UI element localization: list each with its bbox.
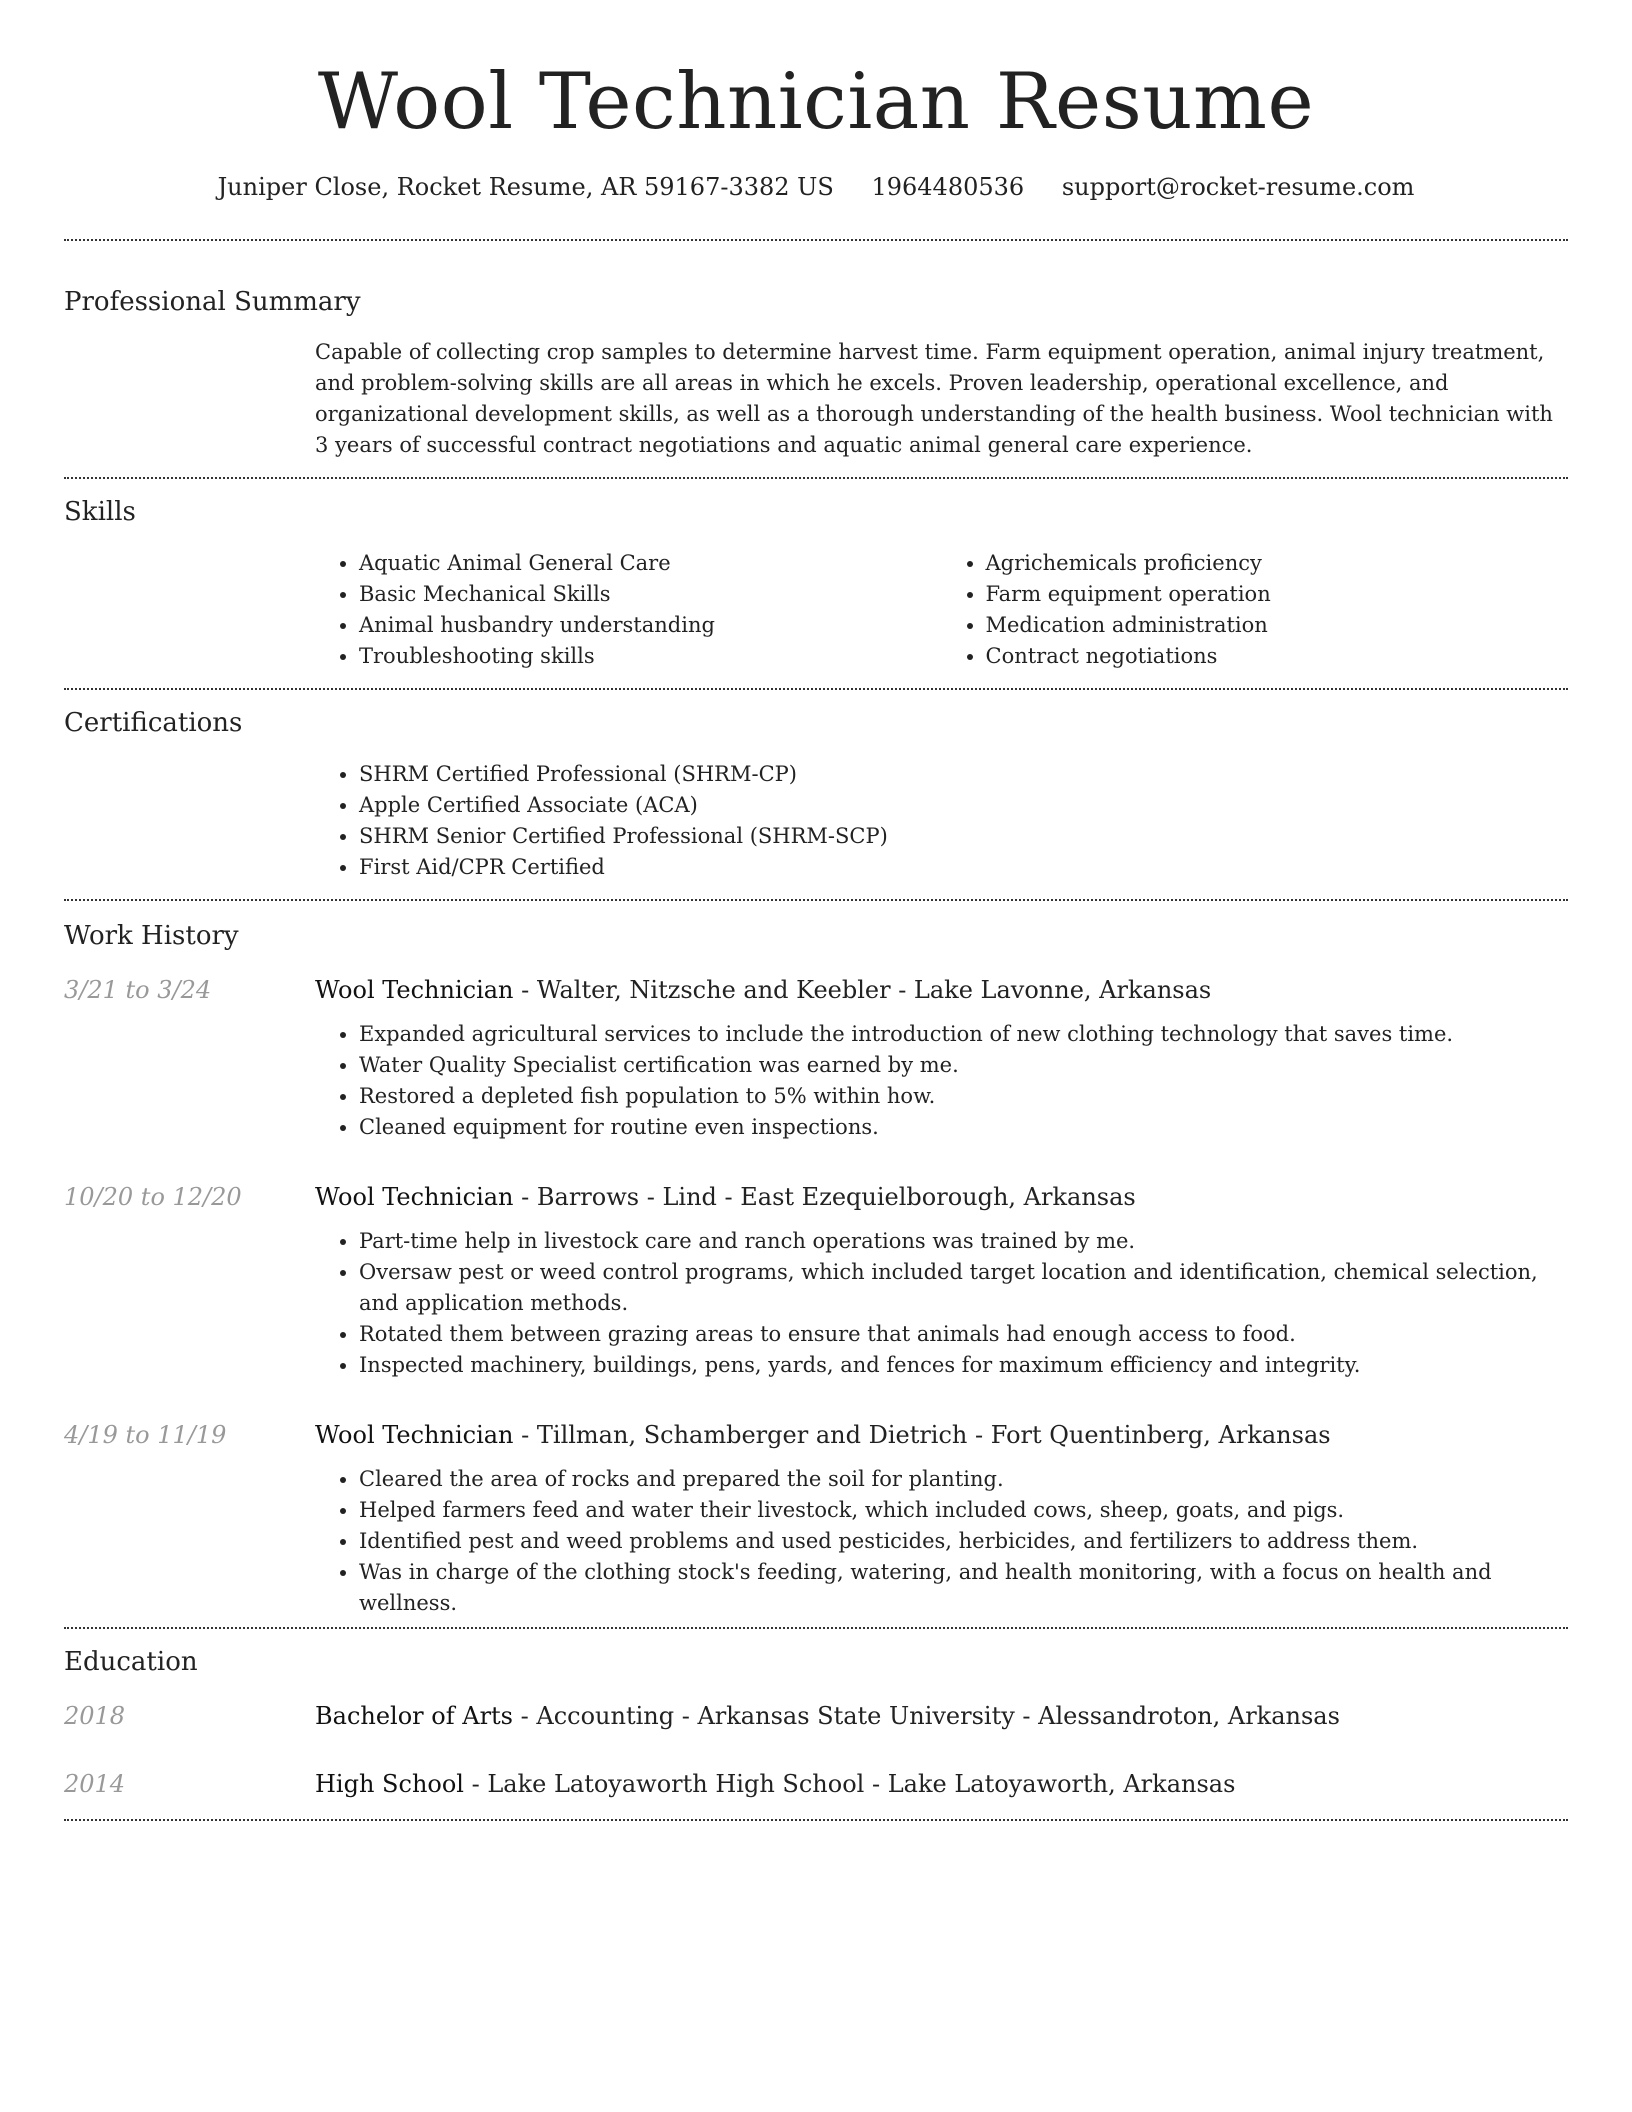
education-entry	[64, 1699, 1568, 1733]
education-heading	[315, 1699, 1568, 1733]
certification-item: • SHRM Senior Certified Professional (SHRM-SCP)	[359, 821, 1568, 852]
certification-item: • SHRM Certified Professional (SHRM-CP)	[359, 759, 1568, 790]
job-details: - Tillman, Schamberger and Dietrich - Fort Quentinberg, Arkansas	[513, 1421, 1331, 1449]
skills-columns	[315, 548, 1568, 672]
job-heading	[315, 1418, 1568, 1452]
section-title-work-history: Work History	[64, 921, 239, 951]
job-entry	[64, 973, 1568, 1143]
job-entry	[64, 1418, 1568, 1619]
education-heading	[315, 1767, 1568, 1801]
section-title-summary: Professional Summary	[64, 287, 361, 317]
job-bullet: • Restored a depleted fish population to 5% within how.	[359, 1081, 1568, 1112]
resume-title: Wool Technician Resume	[317, 57, 1315, 147]
section-title-education: Education	[64, 1647, 198, 1677]
job-bullet: • Water Quality Specialist certification was earned by me.	[359, 1050, 1568, 1081]
certification-item: • Apple Certified Associate (ACA)	[359, 790, 1568, 821]
section-title-certifications: Certifications	[64, 708, 243, 738]
skills-list-left	[315, 548, 942, 672]
resume-page	[64, 0, 1568, 1821]
divider	[64, 1819, 1568, 1821]
job-details: - Barrows - Lind - East Ezequielborough, Arkansas	[513, 1183, 1136, 1211]
skill-item: • Farm equipment operation	[986, 579, 1569, 610]
job-dates: 10/20 to 12/20	[64, 1183, 242, 1211]
job-bullet: • Cleaned equipment for routine even inspections.	[359, 1112, 1568, 1143]
work-history-section	[64, 901, 1568, 1627]
job-entry	[64, 1180, 1568, 1381]
job-bullet: • Identified pest and weed problems and used pesticides, herbicides, and fertilizers to address them.	[359, 1526, 1568, 1557]
job-details: - Walter, Nitzsche and Keebler - Lake Lavonne, Arkansas	[513, 976, 1212, 1004]
skill-item: • Medication administration	[986, 610, 1569, 641]
job-bullet: • Part-time help in livestock care and ranch operations was trained by me.	[359, 1226, 1568, 1257]
education-degree: High School	[315, 1770, 464, 1798]
job-dates: 4/19 to 11/19	[64, 1421, 227, 1449]
job-bullet: • Was in charge of the clothing stock's feeding, watering, and health monitoring, with a focus on health and wellness.	[359, 1557, 1568, 1619]
certifications-section	[64, 690, 1568, 883]
job-role: Wool Technician	[315, 976, 514, 1004]
job-heading	[315, 1180, 1568, 1214]
job-bullet: • Cleared the area of rocks and prepared the soil for planting.	[359, 1464, 1568, 1495]
skill-item: • Basic Mechanical Skills	[359, 579, 942, 610]
education-entry	[64, 1767, 1568, 1801]
section-title-skills: Skills	[64, 497, 136, 527]
education-section	[64, 1629, 1568, 1819]
skills-section	[64, 479, 1568, 672]
education-year: 2018	[64, 1702, 126, 1730]
skill-item: • Contract negotiations	[986, 641, 1569, 672]
education-details: - Lake Latoyaworth High School - Lake Latoyaworth, Arkansas	[463, 1770, 1236, 1798]
education-degree: Bachelor of Arts	[315, 1702, 513, 1730]
certifications-list	[315, 759, 1568, 883]
contact-line	[64, 170, 1568, 204]
certification-item: • First Aid/CPR Certified	[359, 852, 1568, 883]
job-heading	[315, 973, 1568, 1007]
summary-section	[64, 241, 1568, 461]
education-year: 2014	[64, 1770, 126, 1798]
contact-phone: 1964480536	[871, 173, 1025, 201]
job-bullet: • Helped farmers feed and water their livestock, which included cows, sheep, goats, and pigs.	[359, 1495, 1568, 1526]
job-role: Wool Technician	[315, 1421, 514, 1449]
summary-text: Capable of collecting crop samples to determine harvest time. Farm equipment operation, animal injury treatment, and problem-solving skills are all areas in which he excels. Proven leadership, operational excellence, and organizational development skills, as well as a thorough understanding of the health business. Wool technician with 3 years of successful contract negotiations and aquatic animal general care experience.	[315, 340, 1553, 457]
job-bullet: • Oversaw pest or weed control programs, which included target location and identification, chemical selection, and application methods.	[359, 1257, 1568, 1319]
skill-item: • Animal husbandry understanding	[359, 610, 942, 641]
skills-list-right	[942, 548, 1569, 672]
job-bullets	[315, 1464, 1568, 1619]
job-bullet: • Expanded agricultural services to include the introduction of new clothing technology that saves time.	[359, 1019, 1568, 1050]
skill-item: • Aquatic Animal General Care	[359, 548, 942, 579]
job-dates: 3/21 to 3/24	[64, 976, 212, 1004]
job-role: Wool Technician	[315, 1183, 514, 1211]
education-details: - Accounting - Arkansas State University - Alessandroton, Arkansas	[513, 1702, 1340, 1730]
job-bullets	[315, 1226, 1568, 1381]
contact-address: Juniper Close, Rocket Resume, AR 59167-3382 US	[217, 173, 834, 201]
job-bullet: • Inspected machinery, buildings, pens, yards, and fences for maximum efficiency and integrity.	[359, 1350, 1568, 1381]
job-bullet: • Rotated them between grazing areas to ensure that animals had enough access to food.	[359, 1319, 1568, 1350]
skill-item: • Troubleshooting skills	[359, 641, 942, 672]
job-bullets	[315, 1019, 1568, 1143]
contact-email: support@rocket-resume.com	[1061, 173, 1415, 201]
skill-item: • Agrichemicals proficiency	[986, 548, 1569, 579]
